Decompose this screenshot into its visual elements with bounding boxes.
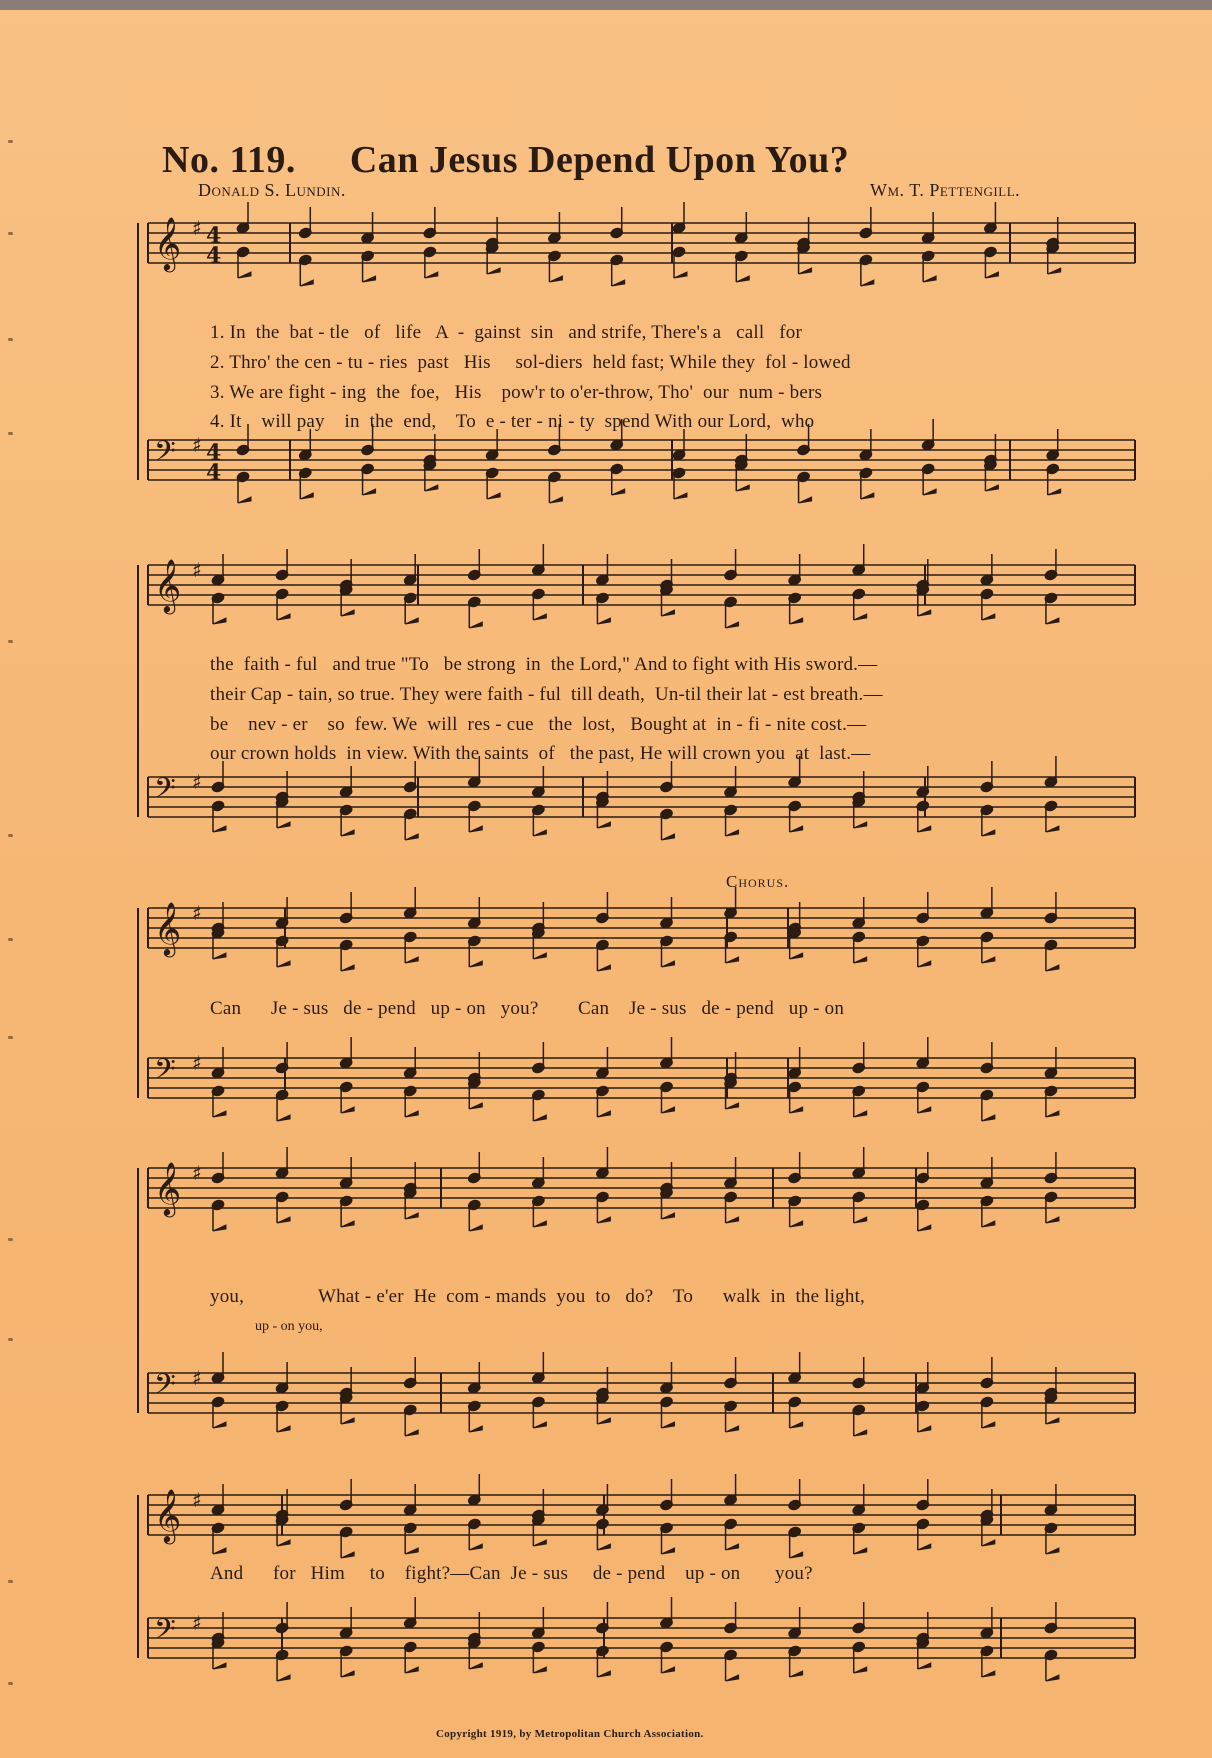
svg-text:𝄢: 𝄢 bbox=[154, 435, 176, 475]
verse3-line1: 3. We are fight - ing the foe, His pow'r to o'er-throw, Tho' our num - bers bbox=[210, 382, 823, 403]
clefs bbox=[154, 216, 221, 1653]
verse4-line1: 4. It will pay in the end, To e - ter - ni - ty spend With our Lord, who bbox=[210, 411, 815, 432]
svg-text:♯: ♯ bbox=[192, 1051, 202, 1075]
verse2-line1: 2. Thro' the cen - tu - ries past His sol-diers held fast; While they fol - lowed bbox=[210, 352, 851, 373]
chorus-label: Chorus. bbox=[726, 872, 790, 891]
svg-text:4: 4 bbox=[206, 243, 222, 269]
svg-text:♯: ♯ bbox=[192, 558, 202, 582]
svg-text:4: 4 bbox=[206, 460, 222, 486]
svg-text:♯: ♯ bbox=[192, 216, 202, 240]
svg-text:♯: ♯ bbox=[192, 433, 202, 457]
svg-text:𝄞: 𝄞 bbox=[154, 1161, 182, 1215]
composer-credit: Wm. T. Pettengill. bbox=[870, 180, 1021, 200]
svg-text:𝄢: 𝄢 bbox=[154, 1053, 176, 1093]
svg-text:♯: ♯ bbox=[192, 1611, 202, 1635]
svg-text:4: 4 bbox=[206, 440, 222, 466]
svg-text:♯: ♯ bbox=[192, 770, 202, 794]
svg-text:𝄢: 𝄢 bbox=[154, 1368, 176, 1408]
hymn-number: No. 119. bbox=[162, 139, 296, 181]
svg-text:♯: ♯ bbox=[192, 1366, 202, 1390]
svg-text:♯: ♯ bbox=[192, 901, 202, 925]
verse3-line2: be nev - er so few. We will res - cue the lost, Bought at in - fi - nite cost.— bbox=[210, 714, 867, 735]
svg-text:♯: ♯ bbox=[192, 1161, 202, 1185]
svg-text:𝄞: 𝄞 bbox=[154, 558, 182, 612]
hymn-title-text: Can Jesus Depend Upon You? bbox=[349, 139, 850, 181]
lyricist-credit: Donald S. Lundin. bbox=[198, 180, 346, 200]
chorus-line2: you, What - e'er He com - mands you to do? To walk in the light, bbox=[210, 1286, 866, 1307]
verse4-line2: our crown holds in view. With the saints of the past, He will crown you at last.— bbox=[210, 743, 871, 764]
verse1-line2: the faith - ful and true "To be strong in the Lord," And to fight with His sword.— bbox=[210, 654, 878, 675]
chorus-line1: Can Je - sus de - pend up - on you? Can Je - sus de - pend up - on bbox=[210, 998, 845, 1019]
svg-text:𝄞: 𝄞 bbox=[154, 216, 182, 270]
svg-text:𝄞: 𝄞 bbox=[154, 1488, 182, 1542]
chorus-line3: And for Him to fight?—Can Je - sus de - pend up - on you? bbox=[210, 1563, 813, 1584]
chorus-echo-text: up - on you, bbox=[255, 1319, 323, 1334]
svg-text:𝄢: 𝄢 bbox=[154, 772, 176, 812]
verse2-line2: their Cap - tain, so true. They were faith - ful till death, Un-til their lat - est breath.— bbox=[210, 684, 883, 705]
verse1-line1: 1. In the bat - tle of life A - gainst sin and strife, There's a call for bbox=[210, 322, 802, 343]
svg-text:𝄢: 𝄢 bbox=[154, 1613, 176, 1653]
copyright-footer: Copyright 1919, by Metropolitan Church Association. bbox=[436, 1728, 704, 1740]
svg-text:♯: ♯ bbox=[192, 1488, 202, 1512]
svg-text:𝄞: 𝄞 bbox=[154, 901, 182, 955]
notes bbox=[211, 202, 1061, 1681]
svg-text:4: 4 bbox=[206, 223, 222, 249]
